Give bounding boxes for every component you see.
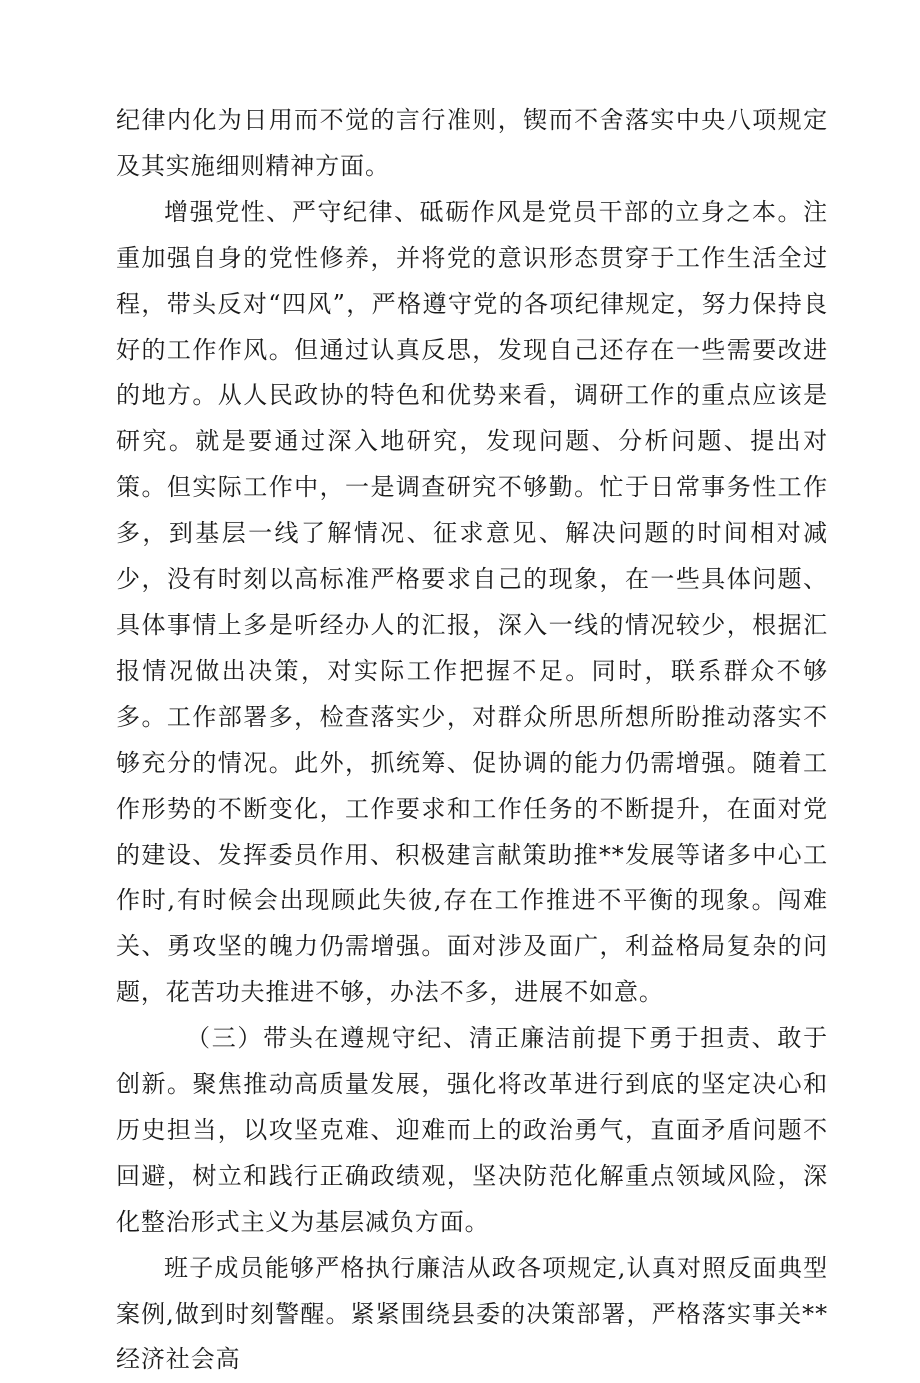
paragraph-integrity: 班子成员能够严格执行廉洁从政各项规定,认真对照反面典型案例,做到时刻警醒。紧紧围绕县委的决策部署，严格落实事关**经济社会高	[116, 1253, 828, 1374]
paragraph-continuation: 纪律内化为日用而不觉的言行准则，锲而不舍落实中央八项规定及其实施细则精神方面。	[116, 106, 828, 180]
document-body	[116, 98, 828, 1383]
paragraph-party-discipline: 增强党性、严守纪律、砥砺作风是党员干部的立身之本。注重加强自身的党性修养，并将党的意识形态贯穿于工作生活全过程，带头反对“四风”，严格遵守党的各项纪律规定，努力保持良好的工作作风。但通过认真反思，发现自己还存在一些需要改进的地方。从人民政协的特色和优势来看，调研工作的重点应该是研究。就是要通过深入地研究，发现问题、分析问题、提出对策。但实际工作中，一是调查研究不够勤。忙于日常事务性工作多，到基层一线了解情况、征求意见、解决问题的时间相对减少，没有时刻以高标准严格要求自己的现象，在一些具体问题、具体事情上多是听经办人的汇报，深入一线的情况较少，根据汇报情况做出决策，对实际工作把握不足。同时，联系群众不够多。工作部署多，检查落实少，对群众所思所想所盼推动落实不够充分的情况。此外，抓统筹、促协调的能力仍需增强。随着工作形势的不断变化，工作要求和工作任务的不断提升，在面对党的建设、发挥委员作用、积极建言献策助推**发展等诸多中心工作时,有时候会出现顾此失彼,存在工作推进不平衡的现象。闯难关、勇攻坚的魄力仍需增强。面对涉及面广，利益格局复杂的问题，花苦功夫推进不够，办法不多，进展不如意。	[116, 197, 828, 1007]
section-heading-three: （三）带头在遵规守纪、清正廉洁前提下勇于担责、敢于创新。聚焦推动高质量发展，强化将改革进行到底的坚定决心和历史担当，以攻坚克难、迎难而上的政治勇气，直面矛盾问题不回避，树立和践行正确政绩观，坚决防范化解重点领域风险，深化整治形式主义为基层减负方面。	[116, 1024, 828, 1236]
